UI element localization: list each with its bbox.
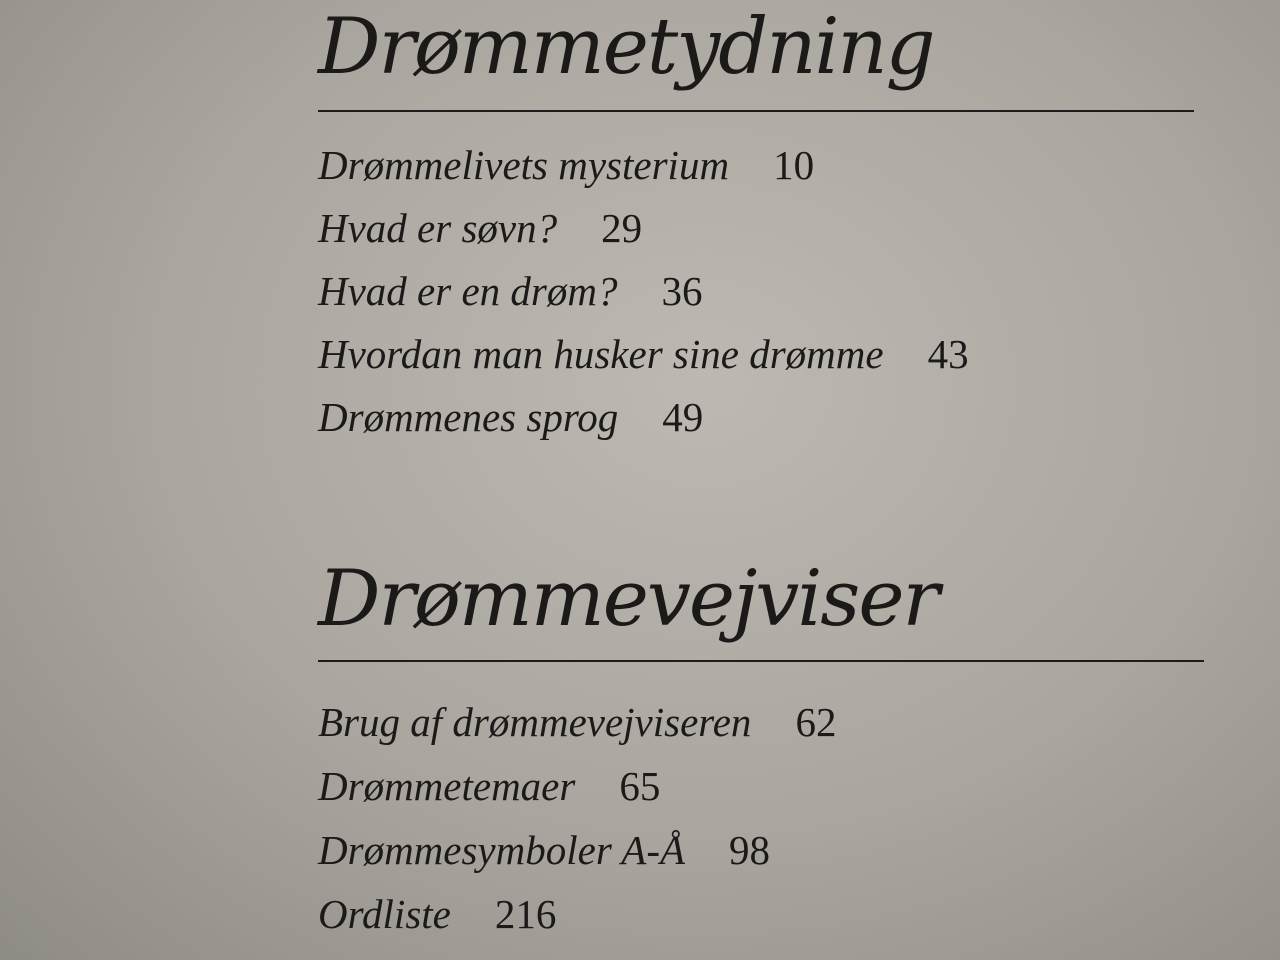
toc-list <box>318 690 1204 946</box>
toc-entry <box>318 197 1194 260</box>
toc-entry-page: 216 <box>494 891 557 937</box>
toc-entry <box>318 690 1204 754</box>
section-heading: Drømmetydning <box>318 2 934 92</box>
section-divider <box>318 660 1204 662</box>
toc-list <box>318 134 1194 449</box>
toc-entry <box>318 134 1194 197</box>
toc-entry-page: 49 <box>662 394 704 440</box>
toc-entry-page: 62 <box>795 699 837 745</box>
toc-section-dromtydning <box>318 0 1194 449</box>
toc-entry-title: Ordliste <box>318 891 451 937</box>
toc-section-drommevejviser <box>318 540 1204 946</box>
toc-entry-title: Hvordan man husker sine drømme <box>318 331 884 377</box>
toc-entry-title: Brug af drømmevejviseren <box>318 699 752 745</box>
toc-entry-page: 43 <box>927 331 969 377</box>
toc-entry <box>318 323 1194 386</box>
toc-entry <box>318 882 1204 946</box>
toc-entry <box>318 260 1194 323</box>
toc-entry-page: 10 <box>773 142 815 188</box>
toc-entry <box>318 386 1194 449</box>
toc-entry-title: Drømmelivets mysterium <box>318 142 730 188</box>
section-heading: Drømmevejviser <box>318 554 938 644</box>
toc-entry-title: Drømmetemaer <box>318 763 576 809</box>
section-divider <box>318 110 1194 112</box>
toc-entry-title: Hvad er en drøm? <box>318 268 618 314</box>
toc-entry <box>318 754 1204 818</box>
toc-entry-title: Drømmenes sprog <box>318 394 619 440</box>
toc-entry-page: 98 <box>729 827 771 873</box>
toc-entry-page: 29 <box>601 205 643 251</box>
toc-entry-title: Hvad er søvn? <box>318 205 558 251</box>
toc-entry-page: 65 <box>619 763 661 809</box>
toc-entry <box>318 818 1204 882</box>
toc-entry-page: 36 <box>661 268 703 314</box>
toc-entry-title: Drømmesymboler A-Å <box>318 827 686 873</box>
